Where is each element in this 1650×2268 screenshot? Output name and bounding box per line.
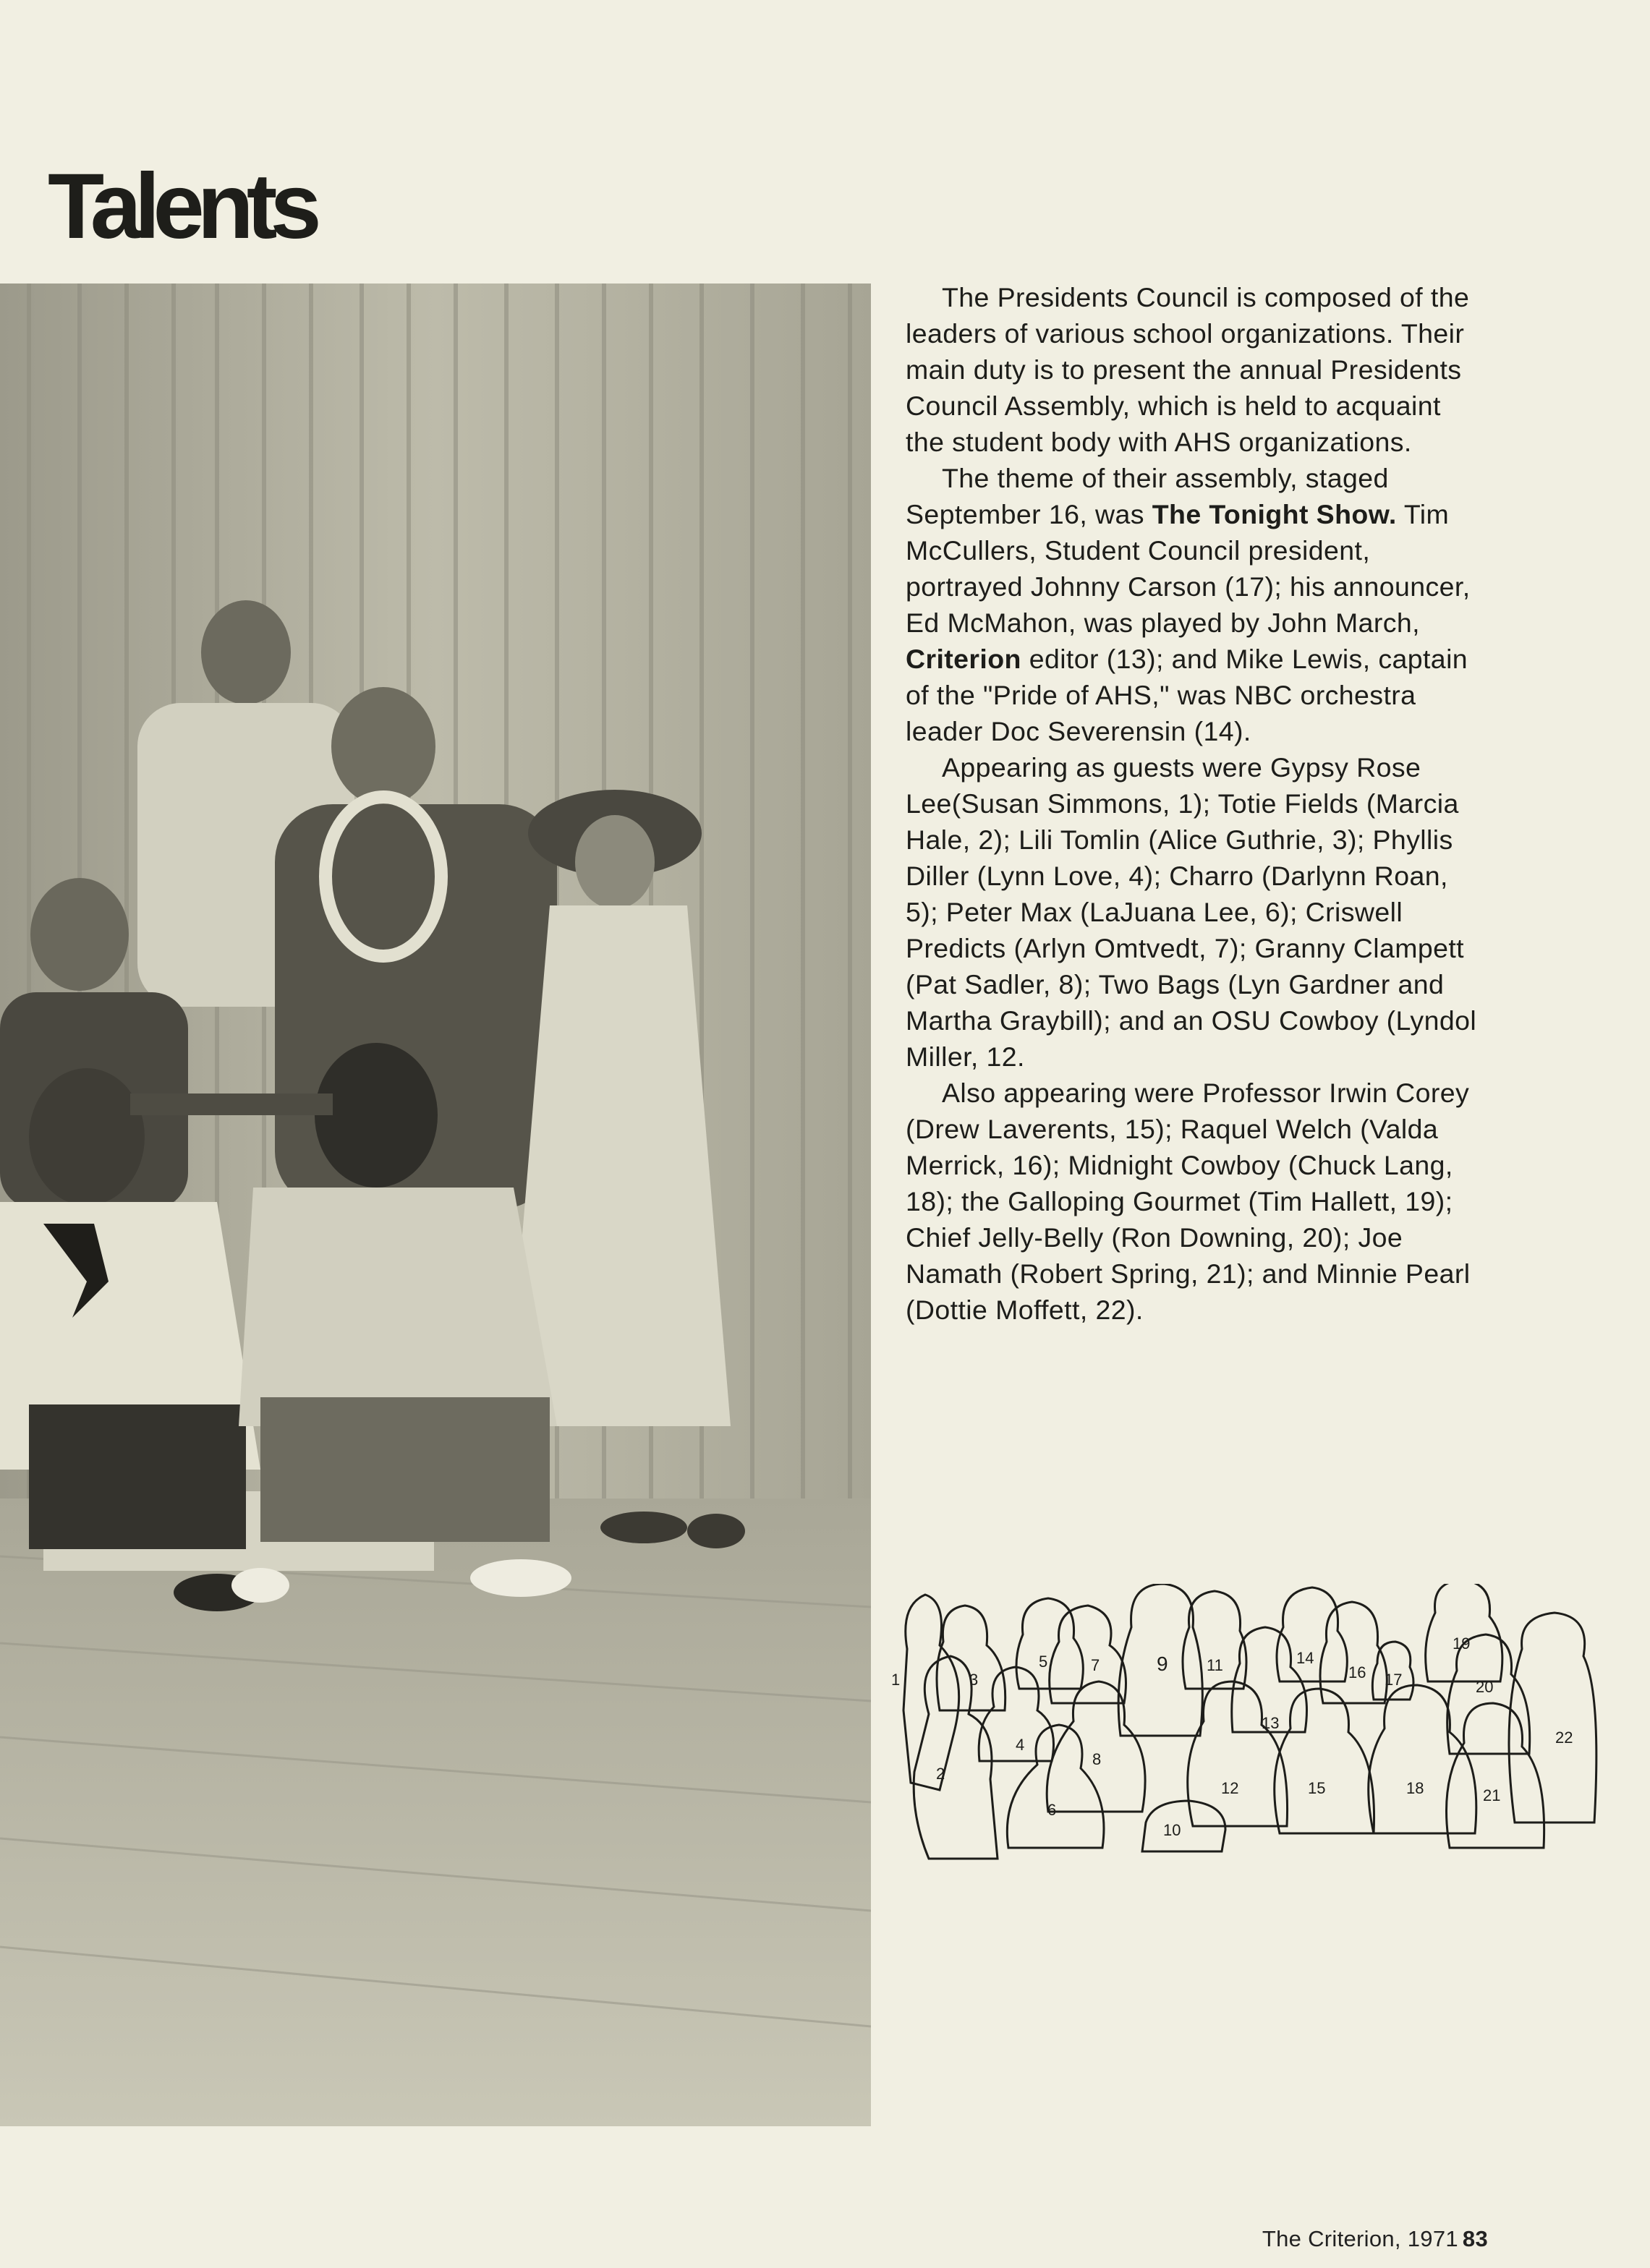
silhouette-1: [903, 1595, 959, 1790]
article-text: [906, 279, 1477, 1328]
key-number-18: 18: [1406, 1779, 1424, 1797]
key-number-12: 12: [1221, 1779, 1239, 1797]
key-number-17: 17: [1385, 1671, 1403, 1689]
silhouette-15: [1275, 1689, 1374, 1833]
paragraph-also-appearing: Also appearing were Professor Irwin Corey (Drew Laverents, 15); Raquel Welch (Valda Merrick, 16); Midnight Cowboy (Chuck Lang, 18); the Galloping Gourmet (Tim Hallett, 19); Chief Jelly-Belly (Ron Downing, 20); Joe Namath (Robert Spring, 21); and Minnie Pearl (Dottie Moffett, 22).: [906, 1078, 1471, 1325]
key-number-15: 15: [1308, 1779, 1326, 1797]
key-number-13: 13: [1262, 1714, 1280, 1732]
key-number-7: 7: [1091, 1656, 1100, 1674]
silhouette-14: [1277, 1587, 1347, 1681]
key-number-3: 3: [969, 1671, 979, 1689]
key-number-2: 2: [936, 1765, 945, 1783]
key-number-9: 9: [1157, 1653, 1168, 1675]
paragraph-theme: [906, 460, 1477, 749]
silhouette-16: [1320, 1602, 1387, 1703]
key-number-19: 19: [1453, 1634, 1471, 1653]
identification-key-diagram: [885, 1584, 1609, 1902]
key-number-1: 1: [891, 1671, 901, 1689]
theme-text-c: editor (13); and Mike Lewis, captain of the "Pride of AHS," was NBC orchestra leader Doc Severensin (14).: [906, 644, 1468, 746]
theme-text-a: The theme of their assembly, staged September 16, was: [906, 463, 1389, 529]
newspaper-name: Criterion: [906, 644, 1021, 674]
paragraph-intro: The Presidents Council is composed of the leaders of various school organizations. Their main duty is to present the annual Presidents Council Assembly, which is held to acquaint the student body with AHS organizations.: [906, 282, 1470, 457]
theme-text-b: Tim McCullers, Student Council president, portrayed Johnny Carson (17); his announcer, Ed McMahon, was played by John March,: [906, 499, 1471, 638]
silhouette-22: [1509, 1613, 1596, 1822]
key-number-6: 6: [1047, 1801, 1057, 1819]
key-number-20: 20: [1476, 1678, 1494, 1696]
silhouette-18: [1369, 1685, 1476, 1833]
key-number-16: 16: [1348, 1663, 1366, 1681]
paragraph-guests: Appearing as guests were Gypsy Rose Lee(Susan Simmons, 1); Totie Fields (Marcia Hale, 2); Lili Tomlin (Alice Guthrie, 3); Phyllis Diller (Lynn Love, 4); Charro (Darlynn Roan, 5); Peter Max (LaJuana Lee, 6); Criswell Predicts (Arlyn Omtvedt, 7); Granny Clampett (Pat Sadler, 8); Two Bags (Lyn Gardner and Martha Graybill); and an OSU Cowboy (Lyndol Miller, 12.: [906, 752, 1477, 1072]
key-number-10: 10: [1163, 1821, 1181, 1839]
silhouette-19: [1426, 1584, 1502, 1681]
key-number-21: 21: [1483, 1786, 1501, 1804]
key-number-22: 22: [1555, 1728, 1573, 1747]
key-number-14: 14: [1296, 1649, 1314, 1667]
page-number: 83: [1462, 2226, 1488, 2251]
key-number-8: 8: [1092, 1750, 1102, 1768]
page-footer: [1262, 2226, 1488, 2252]
section-title: Talents: [48, 155, 315, 258]
show-title: The Tonight Show.: [1152, 499, 1397, 529]
publication-name: The Criterion, 1971: [1262, 2226, 1458, 2251]
group-photo: [0, 284, 871, 2126]
silhouette-2: [914, 1656, 998, 1859]
key-number-4: 4: [1016, 1736, 1025, 1754]
key-number-5: 5: [1039, 1653, 1048, 1671]
key-number-11: 11: [1207, 1656, 1223, 1674]
